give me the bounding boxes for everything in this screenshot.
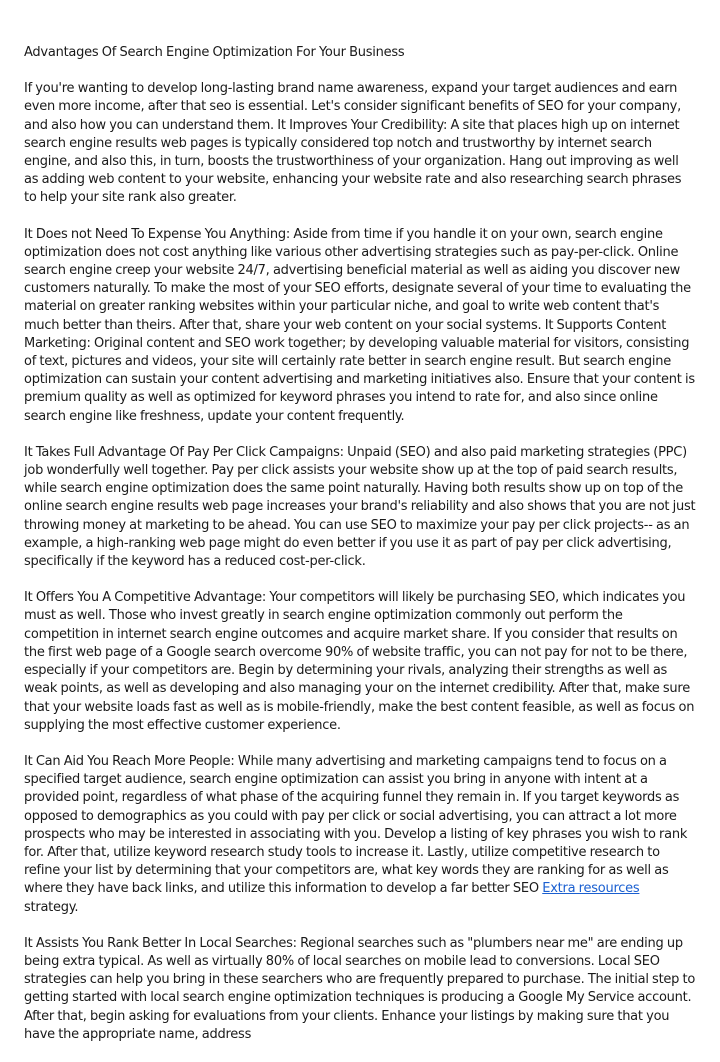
document-page — [24, 44, 696, 1062]
paragraph-ppc: It Takes Full Advantage Of Pay Per Click Campaigns: Unpaid (SEO) and also paid marketing strategies (PPC) job wonderfully well together. Pay per click assists your website show up at the top of paid search results, while search engine optimization does the same point naturally. Having both results show up on top of the online search engine results web page increases your brand's reliability and also shows that you are not just throwing money at marketing to be ahead. You can use SEO to maximize your pay per click projects-- as an example, a high-ranking web page might do even better if you use it as part of pay per click advertising, specifically if the keyword has a reduced cost-per-click. — [24, 444, 696, 570]
paragraph-reach — [24, 753, 696, 917]
paragraph-local: It Assists You Rank Better In Local Searches: Regional searches such as "plumbers near me" are ending up being extra typical. As well as virtually 80% of local searches on mobile lead to conversions. Local SEO strategies can help you bring in these searchers who are frequently prepared to purchase. The initial step to getting started with local search engine optimization techniques is producing a Google My Service account. After that, begin asking for evaluations from your clients. Enhance your listings by making sure that you have the appropriate name, address — [24, 935, 696, 1042]
paragraph-cost: It Does not Need To Expense You Anything: Aside from time if you handle it on your own, search engine optimization does not cost anything like various other advertising strategies such as pay-per-click. Online search engine creep your website 24/7, advertising beneficial material as well as aiding you discover new customers naturally. To make the most of your SEO efforts, designate several of your time to evaluating the material on greater ranking websites within your particular niche, and goal to write web content that's much better than theirs. After that, share your web content on your social systems. It Supports Content Marketing: Original content and SEO work together; by developing valuable material for visitors, consisting of text, pictures and videos, your site will certainly rate better in search engine result. But search engine optimization can sustain your content advertising and marketing initiatives also. Ensure that your content is premium quality as well as optimized for keyword phrases you intend to rate for, and also since online search engine like freshness, update your content frequently. — [24, 226, 695, 424]
paragraph-reach-text: It Can Aid You Reach More People: While many advertising and marketing campaigns tend to focus on a specified target audience, search engine optimization can assist you bring in anyone with intent at a provided point, regardless of what phase of the acquiring funnel they remain in. If you target keywords as opposed to demographics as you could with pay per click or social advertising, you can attract a lot more prospects who may be interested in associating with you. Develop a listing of key phrases you wish to rank for. After that, utilize keyword research study tools to increase it. Lastly, utilize competitive research to refine your list by determining that your competitors are, what key words they are ranking for as well as where they have back links, and utilize this information to develop a far better SEO — [24, 753, 688, 897]
extra-resources-link[interactable]: Extra resources — [542, 881, 640, 897]
paragraph-reach-text-end: strategy. — [24, 899, 79, 915]
page-title: Advantages Of Search Engine Optimization For Your Business — [24, 45, 405, 60]
paragraph-intro: If you're wanting to develop long-lasting brand name awareness, expand your target audiences and earn even more income, after that seo is essential. Let's consider significant benefits of SEO for your company, and also how you can understand them. It Improves Your Credibility: A site that places high up on internet search engine results web pages is typically considered top notch and trustworthy by internet search engine, and also this, in turn, boosts the trustworthiness of your organization. Hang out improving as well as adding web content to your website, enhancing your website rate and also researching search phrases to help your site rank also greater. — [24, 81, 682, 206]
paragraph-competitive: It Offers You A Competitive Advantage: Your competitors will likely be purchasing SEO, which indicates you must as well. Those who invest greatly in search engine optimization commonly out perform the competition in internet search engine outcomes and acquire market share. If you consider that results on the first web page of a Google search overcome 90% of website traffic, you can not pay for not to be there, especially if your competitors are. Begin by determining your rivals, analyzing their strengths as well as weak points, as well as developing and also managing your on the internet credibility. After that, make sure that your website loads fast as well as is mobile-friendly, make the best content feasible, as well as focus on supplying the most effective customer experience. — [24, 590, 695, 733]
